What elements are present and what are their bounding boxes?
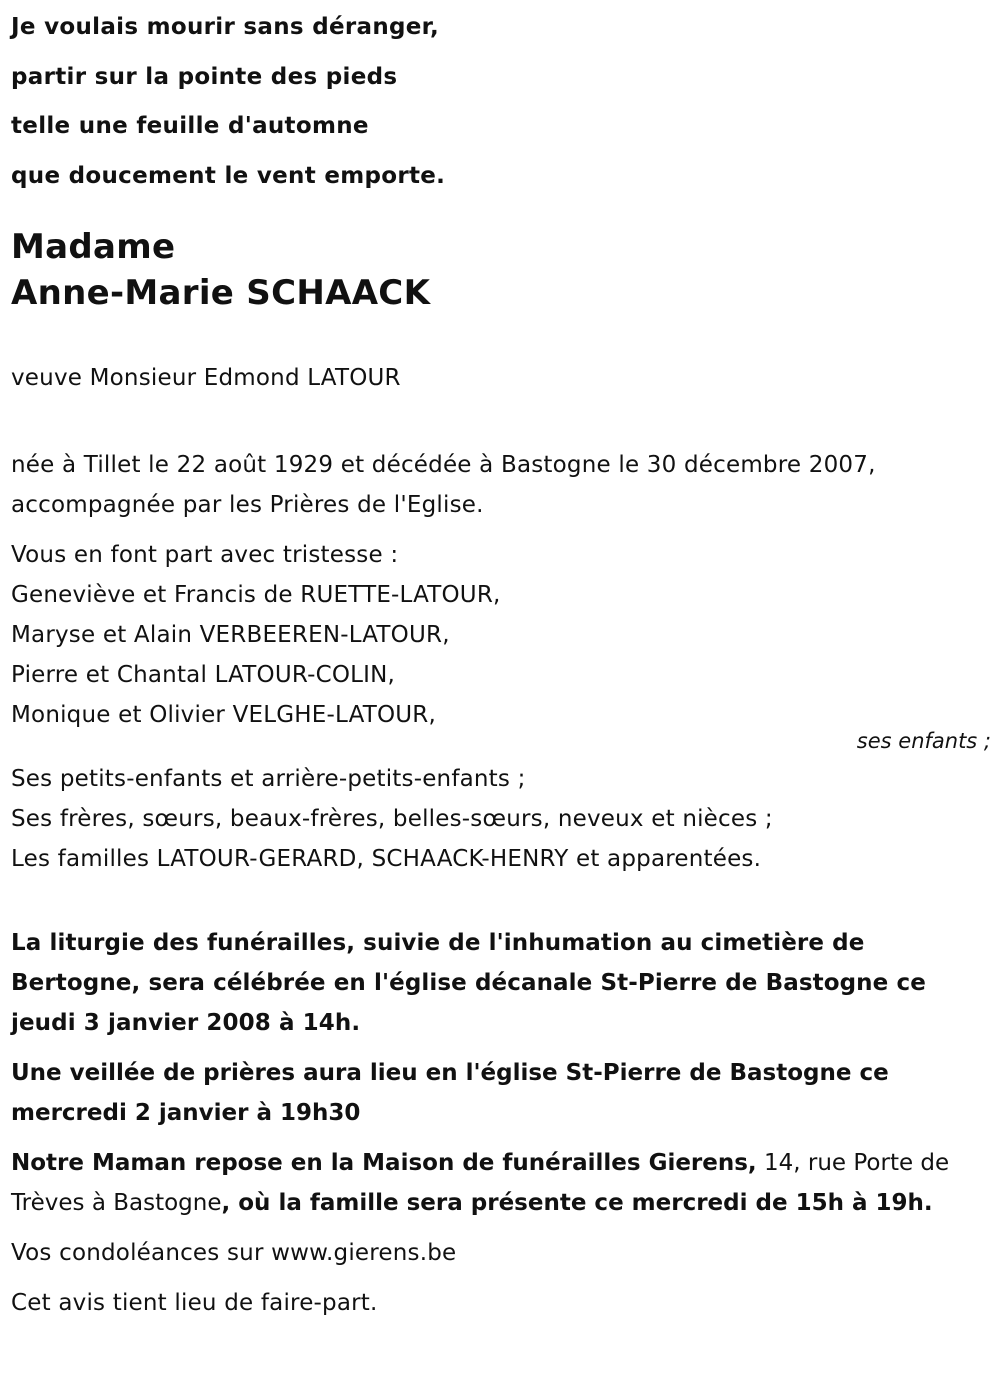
resting-place xyxy=(11,1143,991,1223)
poem xyxy=(11,10,991,208)
poem-line: partir sur la pointe des pieds xyxy=(11,63,398,90)
poem-line: telle une feuille d'automne xyxy=(11,113,369,139)
resting-place-address: 14, rue Porte de Trèves à Bastogne xyxy=(11,1150,950,1216)
child-couple: Geneviève et Francis de RUETTE-LATOUR, xyxy=(11,582,501,608)
child-couple: Pierre et Chantal LATOUR-COLIN, xyxy=(11,662,396,688)
relatives-line: Ses frères, sœurs, beaux-frères, belles-sœurs, neveux et nièces ; xyxy=(11,806,773,832)
child-couple: Maryse et Alain VERBEEREN-LATOUR, xyxy=(11,622,450,648)
life-dates xyxy=(11,445,991,525)
resting-place-bold: Notre Maman repose en la Maison de funérailles Gierens, xyxy=(11,1150,757,1176)
announcement xyxy=(11,535,991,735)
children-label: ses enfants ; xyxy=(856,729,991,753)
deceased-name: Anne-Marie SCHAACK xyxy=(11,273,431,313)
relatives xyxy=(11,759,991,879)
relatives-line: Les familles LATOUR-GERARD, SCHAACK-HENRY et apparentées. xyxy=(11,846,762,872)
poem-line: Je voulais mourir sans déranger, xyxy=(11,14,439,40)
obituary-notice xyxy=(11,0,991,1323)
poem-line: que doucement le vent emporte. xyxy=(11,162,446,189)
deceased-name-block xyxy=(11,224,991,316)
prayer-vigil: Une veillée de prières aura lieu en l'église St-Pierre de Bastogne ce mercredi 2 janvier à 19h30 xyxy=(11,1060,889,1126)
relatives-line: Ses petits-enfants et arrière-petits-enfants ; xyxy=(11,766,526,792)
widow-of: veuve Monsieur Edmond LATOUR xyxy=(11,365,401,391)
condolences-link: Vos condoléances sur www.gierens.be xyxy=(11,1240,457,1266)
notice-statement: Cet avis tient lieu de faire-part. xyxy=(11,1290,378,1316)
announcement-intro: Vous en font part avec tristesse : xyxy=(11,542,399,568)
family-presence: , où la famille sera présente ce mercredi de 15h à 19h. xyxy=(221,1190,933,1216)
prayers-line: accompagnée par les Prières de l'Eglise. xyxy=(11,492,484,518)
funeral-ceremony: La liturgie des funérailles, suivie de l'inhumation au cimetière de Bertogne, sera célébrée en l'église décanale St-Pierre de Bastogne ce jeudi 3 janvier 2008 à 14h. xyxy=(11,930,926,1036)
birth-death-line: née à Tillet le 22 août 1929 et décédée à Bastogne le 30 décembre 2007, xyxy=(11,452,876,478)
child-couple: Monique et Olivier VELGHE-LATOUR, xyxy=(11,702,437,728)
deceased-title: Madame xyxy=(11,227,176,267)
